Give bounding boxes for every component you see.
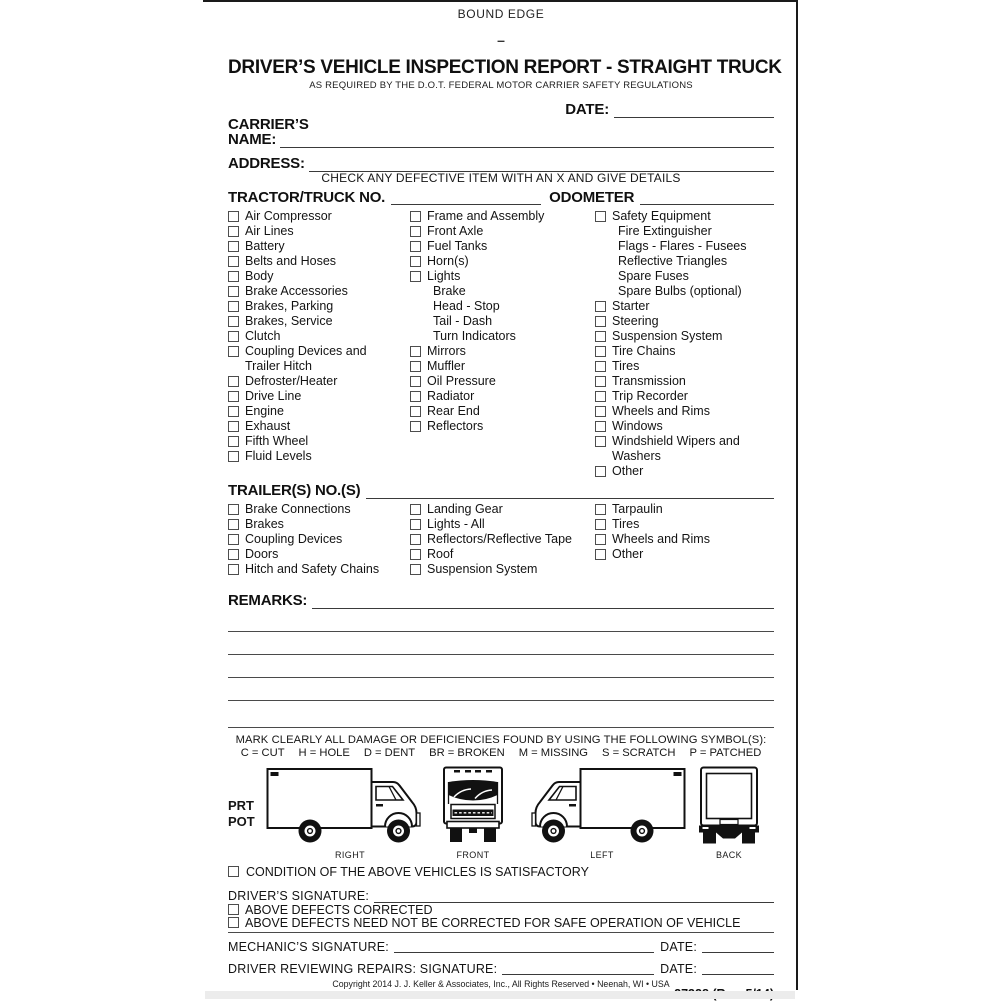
fold-dash: – [497,32,505,48]
checkbox[interactable] [410,504,421,515]
checklist-item [595,254,774,269]
checklist-item-label: Spare Bulbs (optional) [618,284,742,298]
mechanic-signature-row [228,939,774,954]
checklist-item-label: Coupling Devices [245,532,343,546]
checklist-item [595,314,774,329]
remarks-blank-line[interactable] [228,655,774,678]
truck-back-diagram [698,766,760,844]
defects-corrected-checkbox[interactable] [228,904,239,915]
checkbox[interactable] [228,436,239,447]
checkbox[interactable] [595,361,606,372]
checklist-item [410,329,595,344]
checklist-item [410,419,595,434]
checklist-item-label: Clutch [245,329,281,343]
checkbox[interactable] [595,406,606,417]
checklist-item-label: Trailer Hitch [245,359,312,373]
symbol-legend-item: D = DENT [363,747,416,759]
truck-right-view [266,766,434,860]
checklist-item [228,434,410,449]
checklist-item [228,314,410,329]
remarks-blank-line[interactable] [228,678,774,701]
checklist-item [410,532,595,547]
truck-right-label: RIGHT [335,850,365,860]
odometer-field-line[interactable] [640,190,774,205]
checklist-item [595,299,774,314]
checklist-item-label: Hitch and Safety Chains [245,562,380,576]
driver-reviewing-label: DRIVER REVIEWING REPAIRS: SIGNATURE: [228,962,498,976]
defects-need-not-row [228,916,774,933]
checklist-item-label: Starter [612,299,650,313]
checkbox[interactable] [410,519,421,530]
section-divider [228,727,774,728]
checklist-item [228,562,410,577]
checklist-item-label: Brakes, Service [245,314,333,328]
checklist-item [595,502,774,517]
checklist-item-label: Head - Stop [433,299,500,313]
checklist-item-label: Horn(s) [427,254,469,268]
checkbox[interactable] [595,504,606,515]
checklist-item [410,502,595,517]
truck-front-view [442,766,504,860]
truck-front-label: FRONT [456,850,490,860]
checkbox[interactable] [228,211,239,222]
checklist-item [595,239,774,254]
checkbox[interactable] [228,549,239,560]
checklist-item [228,359,410,374]
checklist-item-label: Wheels and Rims [612,532,710,546]
truck-front-diagram [442,766,504,844]
checklist-item-label: Frame and Assembly [427,209,545,223]
checklist-item [410,389,595,404]
trailer-no-field-line[interactable] [366,484,774,499]
truck-back-view [698,766,760,860]
checkbox[interactable] [228,376,239,387]
checklist-item-label: Defroster/Heater [245,374,338,388]
defects-need-not-label: ABOVE DEFECTS NEED NOT BE CORRECTED FOR SAFE OPERATION OF VEHICLE [245,915,741,930]
checklist-item-label: Spare Fuses [618,269,689,283]
checklist-item [410,269,595,284]
checklist-item [410,314,595,329]
checklist-item [410,374,595,389]
checkbox[interactable] [228,241,239,252]
checklist-item [595,224,774,239]
symbol-legend-item: M = MISSING [518,747,588,759]
mechanic-date-field-line[interactable] [702,938,774,953]
tractor-checklist-column-1 [228,209,410,479]
checklist-item [595,269,774,284]
remarks-label: REMARKS: [228,592,308,609]
remarks-row [228,591,774,609]
checkbox[interactable] [595,421,606,432]
mechanic-date-label: DATE: [660,940,697,954]
checklist-item-label: Brake Connections [245,502,351,516]
page-subtitle: AS REQUIRED BY THE D.O.T. FEDERAL MOTOR CARRIER SAFETY REGULATIONS [309,80,693,91]
checklist-item [410,547,595,562]
checkbox[interactable] [595,211,606,222]
symbol-legend-item: BR = BROKEN [429,747,505,759]
checklist-item [228,449,410,464]
checklist-item-label: Reflectors/Reflective Tape [427,532,572,546]
checklist-item-label: Brakes [245,517,284,531]
checkbox[interactable] [410,564,421,575]
checklist-item-label: Fluid Levels [245,449,312,463]
date-field-line[interactable] [614,103,774,118]
trailer-checklist [228,502,774,577]
truck-left-side-diagram [518,766,686,844]
trailer-checklist-column-3 [595,502,774,577]
checklist-item [410,224,595,239]
defects-corrected-label: ABOVE DEFECTS CORRECTED [245,902,433,917]
checkbox[interactable] [410,391,421,402]
checklist-item [595,449,774,464]
defects-need-not-checkbox[interactable] [228,917,239,928]
checkbox[interactable] [410,226,421,237]
checklist-item [595,532,774,547]
mechanic-signature-field-line[interactable] [394,938,654,953]
checklist-item [595,284,774,299]
checklist-item-label: Steering [612,314,659,328]
checklist-item [410,239,595,254]
reviewing-date-field-line[interactable] [702,960,774,975]
checklist-item [228,224,410,239]
trailer-checklist-column-1 [228,502,410,577]
tractor-truck-no-label: TRACTOR/TRUCK NO. [228,189,386,206]
checklist-item-label: Rear End [427,404,480,418]
checkbox[interactable] [228,301,239,312]
checkbox[interactable] [410,256,421,267]
checkbox[interactable] [228,256,239,267]
print-code [228,798,264,830]
checklist-item-label: Engine [245,404,284,418]
vehicle-diagrams [228,766,774,858]
checklist-item [228,329,410,344]
checklist-item-label: Muffler [427,359,465,373]
mechanic-signature-label: MECHANIC’S SIGNATURE: [228,940,389,954]
truck-right-side-diagram [266,766,434,844]
checkbox[interactable] [228,391,239,402]
copyright-line-1: Copyright 2014 J. J. Keller & Associates, Inc., All Rights Reserved • Neenah, WI • USA [332,979,670,989]
condition-satisfactory-row [228,865,774,878]
checklist-item-label: Doors [245,547,279,561]
remarks-field-line[interactable] [312,594,774,609]
checklist-item [595,389,774,404]
checkbox[interactable] [410,271,421,282]
checklist-item [228,374,410,389]
checklist-item [228,239,410,254]
checklist-item [595,374,774,389]
inspection-report-form [203,0,798,990]
checkbox[interactable] [228,271,239,282]
symbol-legend [228,746,774,760]
remarks-blank-line[interactable] [228,609,774,632]
checklist-item [410,562,595,577]
checklist-item-label: Tires [612,359,640,373]
checkbox[interactable] [595,331,606,342]
carrier-name-field-line[interactable] [280,133,774,148]
checklist-item-label: Tarpaulin [612,502,663,516]
checkbox[interactable] [595,466,606,477]
checkbox[interactable] [228,286,239,297]
checklist-item-label: Lights - All [427,517,485,531]
symbol-legend-item: P = PATCHED [689,747,762,759]
checklist-item [228,389,410,404]
checkbox[interactable] [410,361,421,372]
checkbox[interactable] [595,376,606,387]
checkbox[interactable] [410,376,421,387]
symbol-legend-item: H = HOLE [298,747,350,759]
checklist-item [410,254,595,269]
checkbox[interactable] [410,346,421,357]
checklist-item-label: Transmission [612,374,686,388]
checklist-item-label: Air Compressor [245,209,332,223]
checklist-item-label: Fire Extinguisher [618,224,712,238]
checkbox[interactable] [410,241,421,252]
checklist-item-label: Brake [433,284,466,298]
checklist-item-label: Reflective Triangles [618,254,728,268]
name-label: NAME: [228,131,277,148]
checklist-item [595,547,774,562]
checklist-item-label: Battery [245,239,285,253]
checklist-item [410,404,595,419]
checklist-item [595,359,774,374]
checklist-item [410,284,595,299]
driver-signature-row [228,888,774,903]
address-field-line[interactable] [309,157,774,172]
odometer-label: ODOMETER [549,189,635,206]
checklist-item-label: Turn Indicators [433,329,516,343]
checklist-item-label: Radiator [427,389,475,403]
checklist-item-label: Safety Equipment [612,209,711,223]
defects-corrected-row [228,903,774,916]
checklist-item [595,434,774,449]
checklist-item [228,344,410,359]
tractor-checklist-column-2 [410,209,595,479]
checklist-item-label: Suspension System [612,329,723,343]
checklist-item [228,547,410,562]
checklist-item [595,329,774,344]
checkbox[interactable] [595,316,606,327]
checkbox[interactable] [228,519,239,530]
checkbox[interactable] [228,316,239,327]
checklist-item-label: Coupling Devices and [245,344,367,358]
reviewing-date-label: DATE: [660,962,697,976]
driver-signature-field-line[interactable] [374,888,774,903]
checkbox[interactable] [228,564,239,575]
tractor-truck-row [228,188,774,206]
checklist-item-label: Washers [612,449,661,463]
checkbox[interactable] [595,436,606,447]
checklist-item [228,284,410,299]
symbol-legend-item: C = CUT [240,747,285,759]
driver-reviewing-row [228,961,774,976]
truck-back-label: BACK [715,850,743,860]
trailer-checklist-column-2 [410,502,595,577]
symbol-legend-item: S = SCRATCH [602,747,676,759]
checklist-item-label: Trip Recorder [612,389,688,403]
checklist-item [410,299,595,314]
checklist-item [595,517,774,532]
checklist-item [410,517,595,532]
checklist-item [410,359,595,374]
checklist-item-label: Other [612,547,644,561]
date-row [228,101,774,118]
checklist-item-label: Mirrors [427,344,466,358]
checkbox[interactable] [228,406,239,417]
trailer-no-label: TRAILER(S) NO.(S) [228,482,361,499]
checklist-item-label: Drive Line [245,389,302,403]
checkbox[interactable] [410,211,421,222]
address-row [228,155,774,172]
carriers-label: CARRIER’S [228,116,309,133]
checkbox[interactable] [595,391,606,402]
carrier-name-row [228,132,774,148]
checklist-item-label: Tail - Dash [433,314,493,328]
checklist-item-label: Other [612,464,644,478]
checkbox[interactable] [595,549,606,560]
tractor-checklist [228,209,774,479]
checklist-item [595,404,774,419]
trailer-number-row [228,481,774,499]
checklist-item-label: Fifth Wheel [245,434,309,448]
checkbox[interactable] [228,346,239,357]
damage-instruction: MARK CLEARLY ALL DAMAGE OR DEFICIENCIES FOUND BY USING THE FOLLOWING SYMBOL(S): [235,734,767,746]
checkbox[interactable] [410,406,421,417]
tractor-checklist-column-3 [595,209,774,479]
checklist-item-label: Belts and Hoses [245,254,337,268]
remarks-blank-line[interactable] [228,632,774,655]
checklist-item-label: Wheels and Rims [612,404,710,418]
checklist-item [228,404,410,419]
condition-satisfactory-label: CONDITION OF THE ABOVE VEHICLES IS SATISFACTORY [246,864,589,879]
driver-reviewing-field-line[interactable] [502,960,654,975]
checkbox[interactable] [228,534,239,545]
defective-item-instruction: CHECK ANY DEFECTIVE ITEM WITH AN X AND GIVE DETAILS [321,171,681,185]
checkbox[interactable] [410,534,421,545]
condition-satisfactory-checkbox[interactable] [228,866,239,877]
checklist-item-label: Flags - Flares - Fusees [618,239,747,253]
checklist-item [410,209,595,224]
checklist-item [228,299,410,314]
checklist-item [228,269,410,284]
checkbox[interactable] [595,534,606,545]
page-bottom-edge [205,991,795,999]
checklist-item-label: Windshield Wipers and [612,434,740,448]
truck-left-label: LEFT [590,850,614,860]
checkbox[interactable] [228,421,239,432]
checklist-item-label: Oil Pressure [427,374,496,388]
date-label: DATE: [565,101,609,118]
bound-edge-label: BOUND EDGE [457,7,545,21]
checkbox[interactable] [595,346,606,357]
checklist-item-label: Suspension System [427,562,538,576]
checklist-item [595,209,774,224]
checklist-item-label: Brakes, Parking [245,299,334,313]
checklist-item [228,502,410,517]
checklist-item-label: Tires [612,517,640,531]
checkbox[interactable] [410,549,421,560]
checklist-item-label: Lights [427,269,461,283]
checklist-item [228,419,410,434]
checklist-item [228,517,410,532]
checklist-item-label: Body [245,269,274,283]
checklist-item [595,464,774,479]
checkbox[interactable] [595,301,606,312]
checkbox[interactable] [410,421,421,432]
checklist-item-label: Reflectors [427,419,484,433]
checklist-item-label: Windows [612,419,663,433]
checklist-item-label: Brake Accessories [245,284,348,298]
checkbox[interactable] [595,519,606,530]
tractor-truck-no-field-line[interactable] [391,190,541,205]
checklist-item-label: Tire Chains [612,344,676,358]
checklist-item [595,419,774,434]
checklist-item [595,344,774,359]
checklist-item-label: Roof [427,547,454,561]
prt-label: PRT [228,798,254,813]
checklist-item-label: Air Lines [245,224,294,238]
checklist-item-label: Fuel Tanks [427,239,488,253]
checklist-item [410,344,595,359]
page-title: DRIVER’S VEHICLE INSPECTION REPORT - STRAIGHT TRUCK [228,57,782,78]
checklist-item-label: Exhaust [245,419,291,433]
truck-left-view [518,766,686,860]
address-label: ADDRESS: [228,155,305,172]
driver-signature-label: DRIVER’S SIGNATURE: [228,889,370,903]
pot-label: POT [228,814,255,829]
checkbox[interactable] [228,331,239,342]
checklist-item [228,532,410,547]
checklist-item [228,209,410,224]
checkbox[interactable] [228,504,239,515]
checklist-item-label: Front Axle [427,224,484,238]
checkbox[interactable] [228,226,239,237]
checkbox[interactable] [228,451,239,462]
checklist-item-label: Landing Gear [427,502,503,516]
checklist-item [228,254,410,269]
